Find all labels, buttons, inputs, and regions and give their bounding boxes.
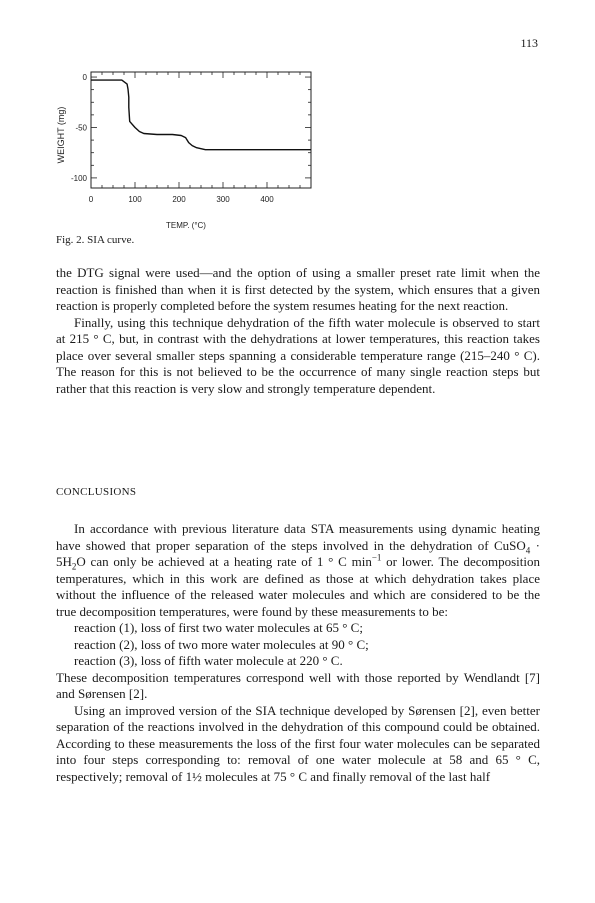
paragraph: the DTG signal were used—and the option of using a smaller preset rate limit when the reaction is finished than when it is first detected by the system, which ensures that a given reaction is properly completed before the system resumes heating for the next reaction. (56, 265, 540, 313)
paragraph: These decomposition temperatures correspond well with those reported by Wendlandt [7] and Sørensen [2]. (56, 669, 540, 701)
superscript: −1 (371, 552, 382, 563)
paragraph (56, 521, 540, 620)
y-tick-label: 0 (82, 73, 87, 83)
text-run: In accordance with previous literature data STA measurements using dynamic heating have showed that proper separation of the steps involved in the dehydration of CuSO (56, 521, 540, 553)
y-tick-label: -50 (75, 123, 87, 133)
text-run: O can only be achieved at a heating rate of 1 ° C min (76, 554, 372, 569)
sia-curve-figure (55, 62, 345, 242)
x-tick-label: 400 (260, 195, 274, 204)
figure-caption: Fig. 2. SIA curve. (56, 234, 135, 246)
subscript: 4 (525, 545, 531, 556)
reaction-item: reaction (1), loss of first two water molecules at 65 ° C; (74, 620, 363, 635)
sia-curve-chart (55, 62, 345, 242)
page-number: 113 (520, 36, 538, 50)
x-tick-label: 0 (88, 195, 94, 204)
body-text-continued (56, 265, 540, 397)
reaction-item: reaction (2), loss of two more water molecules at 90 ° C; (74, 636, 369, 652)
paragraph: Finally, using this technique dehydration of the fifth water molecule is observed to start at 215 ° C, but, in contrast with the dehydrations at lower temperatures, this reaction takes place over several smaller steps spanning a considerable temperature range (215–240 ° C). The reason for this is not believed to be the occurrence of many single reaction steps but rather that this reaction is very slow and strongly temperature dependent. (56, 314, 540, 396)
text-run: or lower. The decomposition temperatures, which in this work are defined as those at which dehydration takes place without the influence of the released water molecules and which are considered to be the true decomposition temperatures, were found by these measurements to be: (56, 554, 540, 619)
section-heading: CONCLUSIONS (56, 486, 137, 498)
plot-frame (91, 72, 311, 188)
x-tick-label: 200 (172, 195, 186, 204)
x-tick-label: 100 (128, 195, 142, 204)
x-axis-label: TEMP. (°C) (166, 221, 206, 230)
conclusions-text (56, 521, 540, 785)
y-axis-label: WEIGHT (mg) (56, 106, 66, 164)
reaction-item: reaction (3), loss of fifth water molecule at 220 ° C. (74, 653, 343, 668)
text-run: · 5H (56, 537, 540, 569)
paragraph: Using an improved version of the SIA technique developed by Sørensen [2], even better separation of the reactions involved in the dehydration of this compound could be obtained. According to these measurements the loss of the first four water molecules can be separated into four steps corresponding to: removal of one water molecule at 58 and 65 ° C, respectively; removal of 1½ molecules at 75 ° C and finally removal of the last half (56, 702, 540, 784)
subscript: 2 (71, 561, 77, 572)
x-tick-label: 300 (216, 195, 230, 204)
y-tick-label: -100 (70, 173, 87, 183)
weight-curve (91, 80, 311, 150)
